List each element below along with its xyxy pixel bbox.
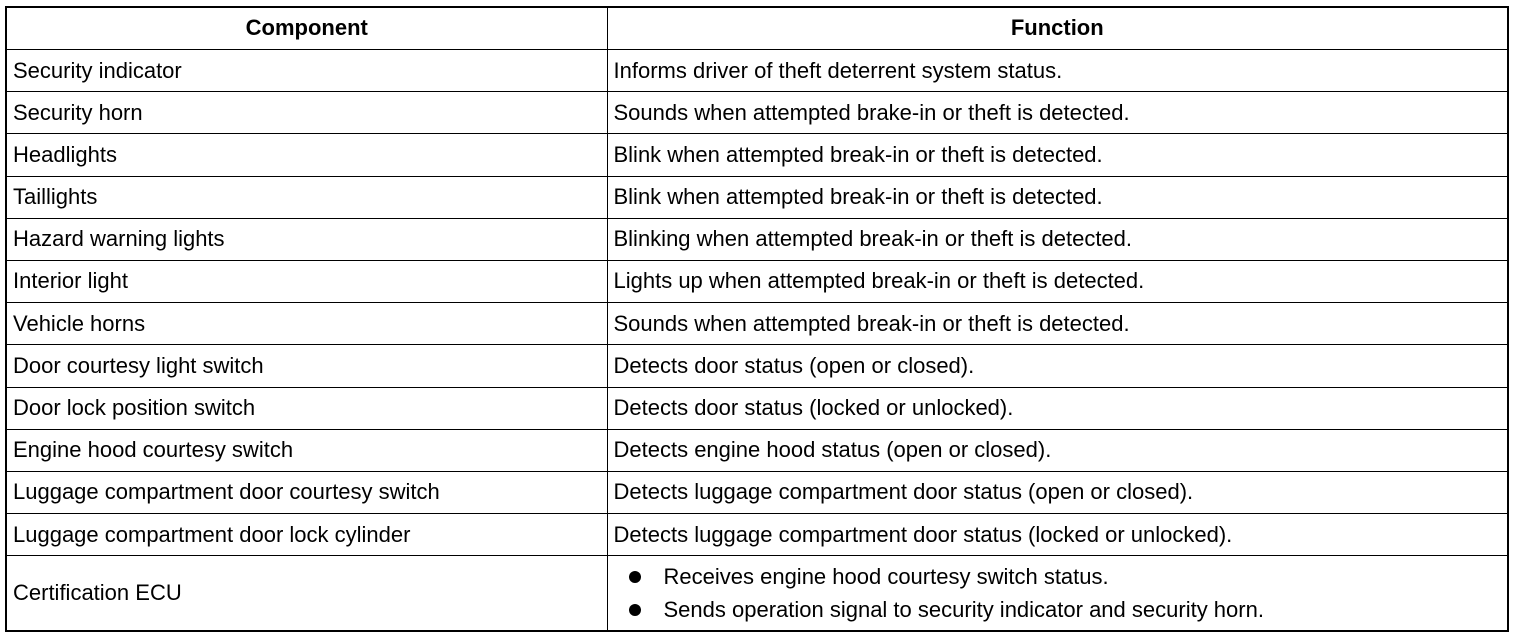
list-item-text: Receives engine hood courtesy switch status. bbox=[663, 564, 1109, 590]
list-item bbox=[629, 560, 1502, 593]
component-cell: Door lock position switch bbox=[6, 387, 607, 429]
component-cell: Interior light bbox=[6, 260, 607, 302]
function-cell: Informs driver of theft deterrent system status. bbox=[607, 50, 1508, 92]
table-row bbox=[6, 345, 1508, 387]
table-row bbox=[6, 471, 1508, 513]
component-cell: Security indicator bbox=[6, 50, 607, 92]
function-cell: Blink when attempted break-in or theft is detected. bbox=[607, 176, 1508, 218]
component-cell: Door courtesy light switch bbox=[6, 345, 607, 387]
component-cell: Vehicle horns bbox=[6, 303, 607, 345]
function-cell bbox=[607, 556, 1508, 632]
component-cell: Headlights bbox=[6, 134, 607, 176]
function-cell: Sounds when attempted break-in or theft is detected. bbox=[607, 303, 1508, 345]
bullet-icon bbox=[629, 571, 641, 583]
component-cell: Luggage compartment door lock cylinder bbox=[6, 514, 607, 556]
component-cell: Security horn bbox=[6, 92, 607, 134]
function-cell: Blinking when attempted break-in or theft is detected. bbox=[607, 218, 1508, 260]
table-row bbox=[6, 50, 1508, 92]
table-header-row bbox=[6, 7, 1508, 50]
component-cell: Certification ECU bbox=[6, 556, 607, 632]
component-function-table bbox=[5, 6, 1509, 632]
table-row bbox=[6, 514, 1508, 556]
function-cell: Detects door status (open or closed). bbox=[607, 345, 1508, 387]
function-cell: Lights up when attempted break-in or theft is detected. bbox=[607, 260, 1508, 302]
list-item bbox=[629, 593, 1502, 626]
table-row bbox=[6, 260, 1508, 302]
function-cell: Blink when attempted break-in or theft is detected. bbox=[607, 134, 1508, 176]
table-row bbox=[6, 429, 1508, 471]
component-cell: Hazard warning lights bbox=[6, 218, 607, 260]
table-row bbox=[6, 303, 1508, 345]
table-row bbox=[6, 387, 1508, 429]
component-cell: Engine hood courtesy switch bbox=[6, 429, 607, 471]
function-cell: Detects engine hood status (open or closed). bbox=[607, 429, 1508, 471]
function-bullet-list bbox=[614, 560, 1502, 626]
column-header-component: Component bbox=[6, 7, 607, 50]
table-row bbox=[6, 134, 1508, 176]
table-row bbox=[6, 92, 1508, 134]
function-cell: Detects luggage compartment door status (locked or unlocked). bbox=[607, 514, 1508, 556]
component-cell: Taillights bbox=[6, 176, 607, 218]
table-row bbox=[6, 176, 1508, 218]
column-header-function: Function bbox=[607, 7, 1508, 50]
component-cell: Luggage compartment door courtesy switch bbox=[6, 471, 607, 513]
function-cell: Sounds when attempted brake-in or theft is detected. bbox=[607, 92, 1508, 134]
function-cell: Detects door status (locked or unlocked). bbox=[607, 387, 1508, 429]
bullet-icon bbox=[629, 604, 641, 616]
table-row bbox=[6, 218, 1508, 260]
list-item-text: Sends operation signal to security indicator and security horn. bbox=[663, 597, 1264, 623]
table-row bbox=[6, 556, 1508, 632]
function-cell: Detects luggage compartment door status (open or closed). bbox=[607, 471, 1508, 513]
